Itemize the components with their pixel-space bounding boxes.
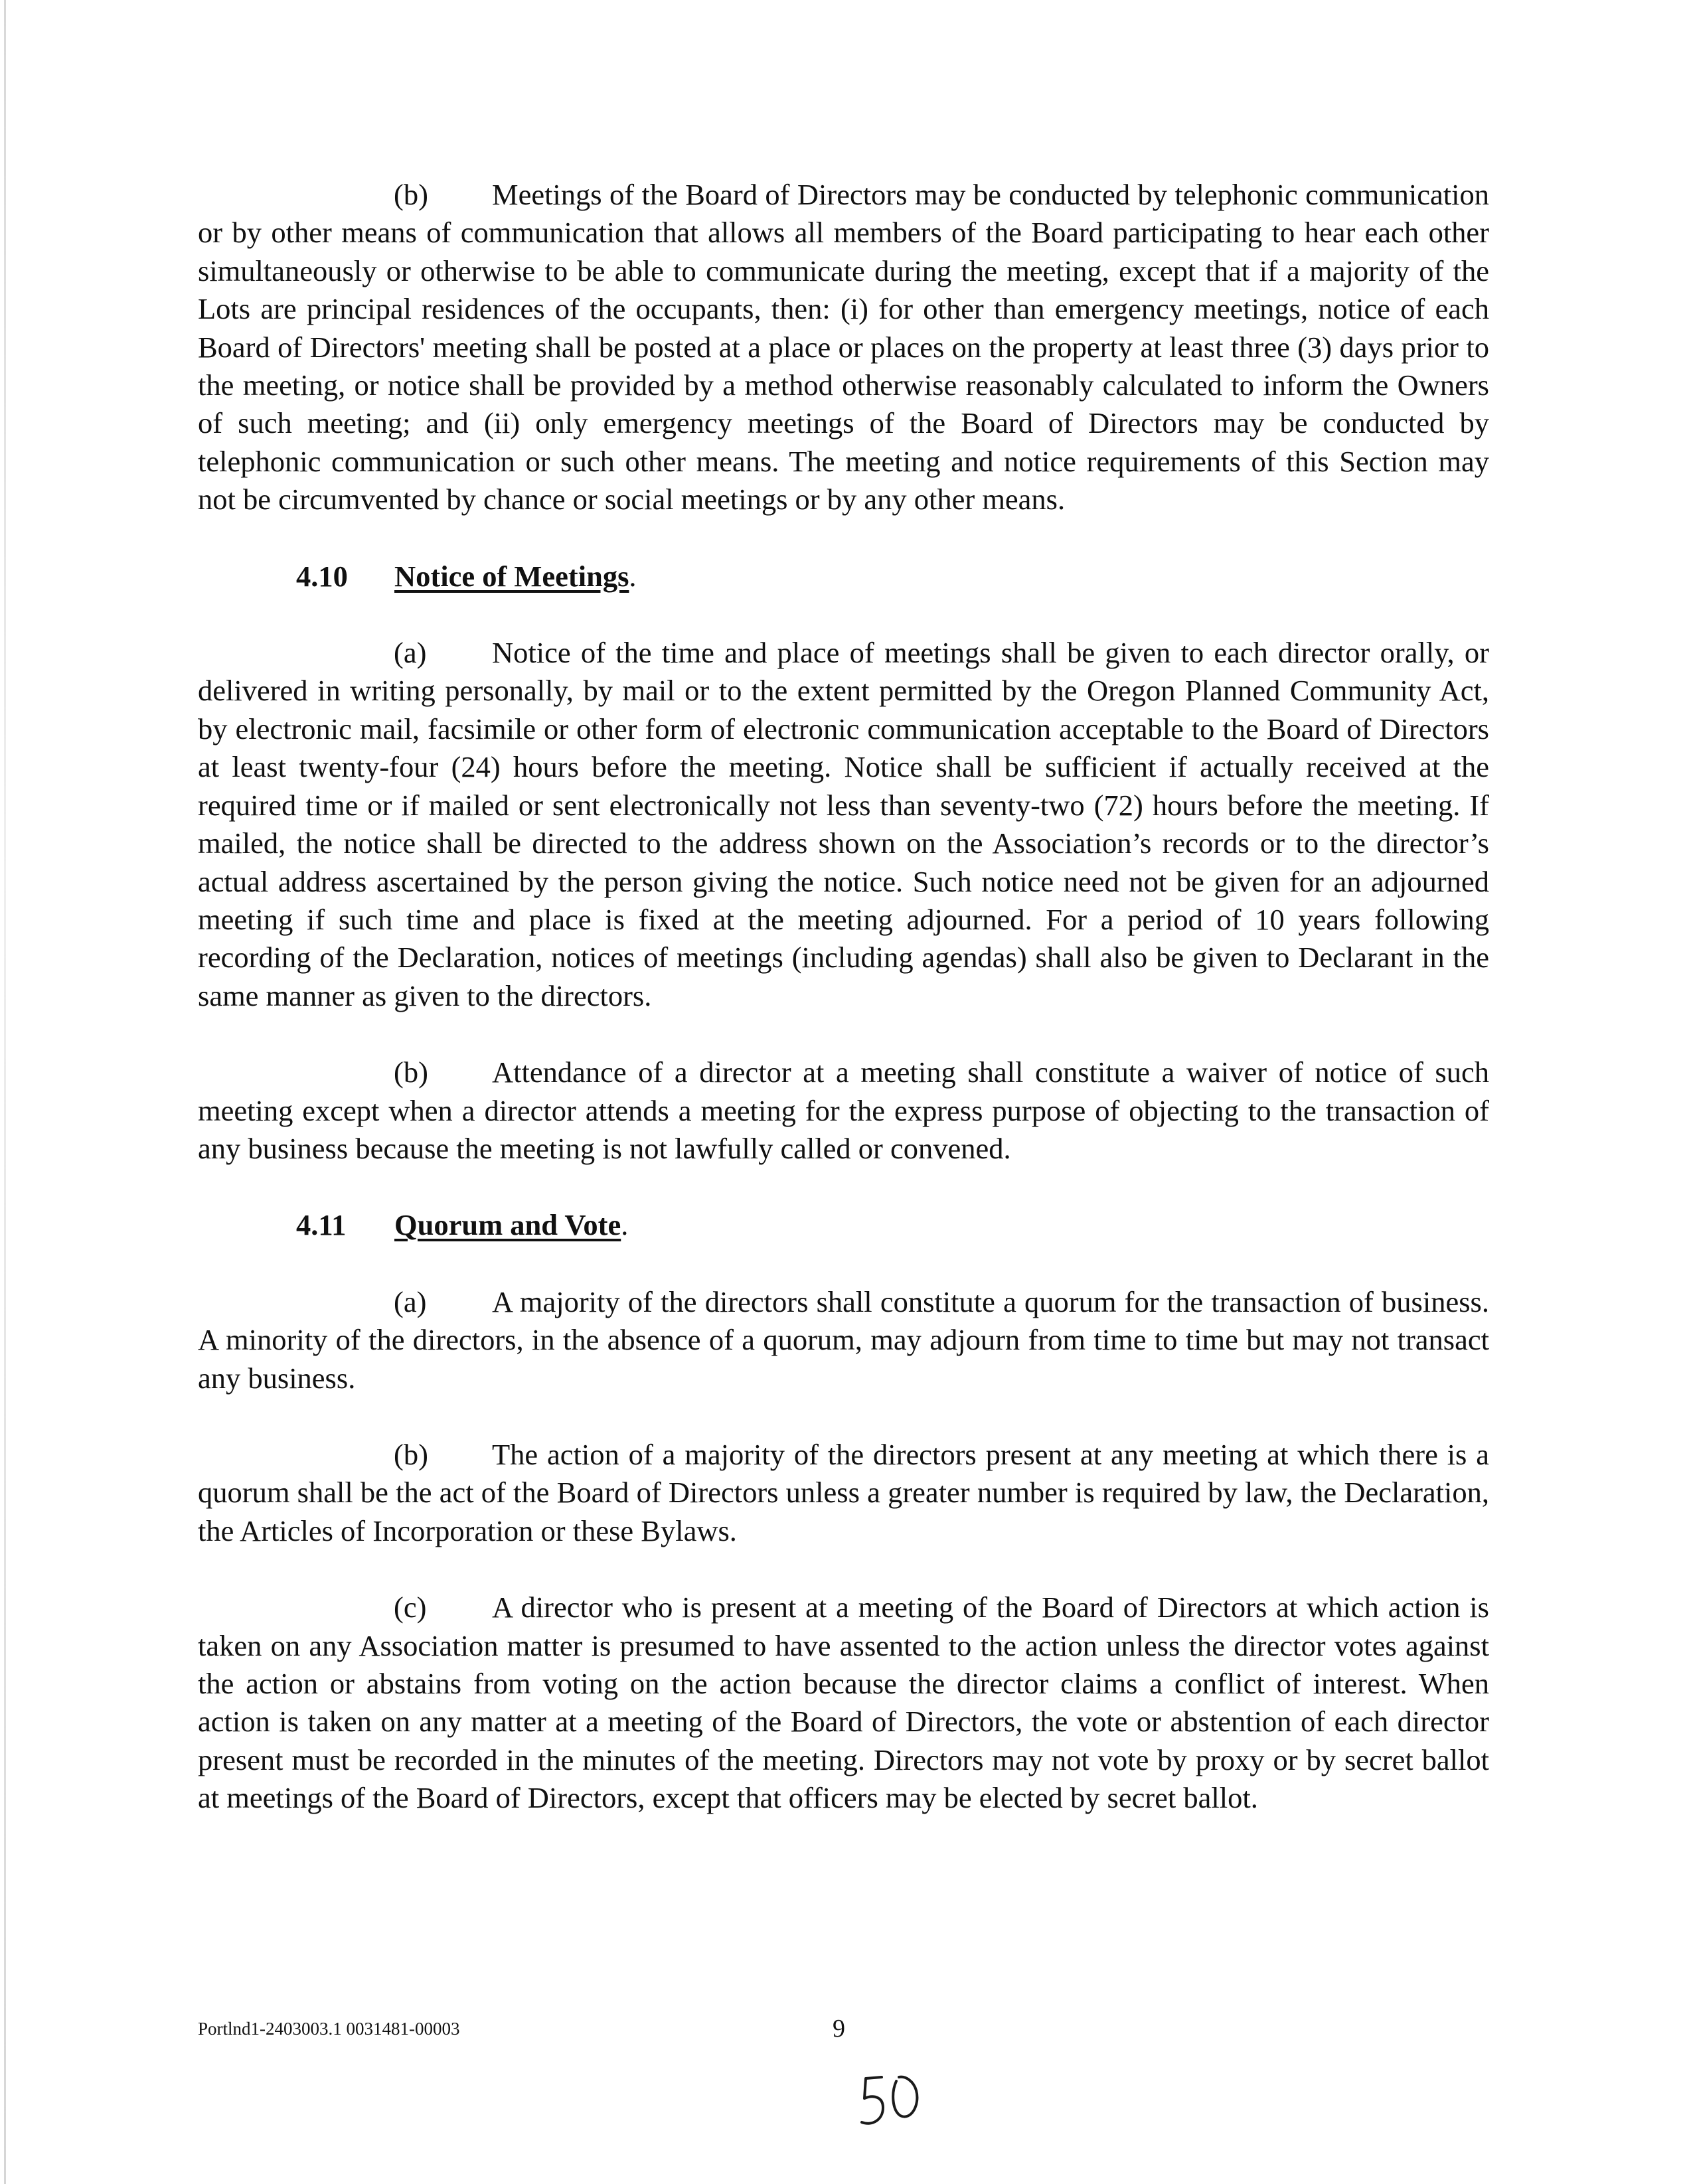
spacer bbox=[198, 595, 1489, 634]
section-heading-4-10 bbox=[198, 558, 1489, 595]
paragraph-4-9-b bbox=[198, 176, 1489, 519]
paragraph-text: A director who is present at a meeting of the Board of Directors at which action is taken on any Association matter is presumed to have assented to the action unless the director votes against the action or abstains from voting on the action because the director claims a conflict of interest. When action is taken on any matter at a meeting of the Board of Directors, the vote or abstention of each director present must be recorded in the minutes of the meeting. Directors may not vote by proxy or by secret ballot at meetings of the Board of Directors, except that officers may be elected by secret ballot. bbox=[198, 1591, 1489, 1815]
paragraph-marker: (a) bbox=[394, 636, 427, 670]
paragraph-marker: (c) bbox=[394, 1591, 427, 1624]
paragraph-marker: (b) bbox=[394, 1055, 428, 1089]
section-number: 4.10 bbox=[296, 559, 348, 593]
paragraph-text: Attendance of a director at a meeting shall constitute a waiver of notice of such meeting except when a director attends a meeting for the express purpose of objecting to the transaction of any business because the meeting is not lawfully called or convened. bbox=[198, 1055, 1489, 1165]
spacer bbox=[198, 519, 1489, 558]
page-number: 9 bbox=[833, 2015, 845, 2043]
paragraph-text: Meetings of the Board of Directors may be conducted by telephonic communication or by other means of communication that allows all members of the Board participating to hear each other simultaneously or otherwise to be able to communicate during the meeting, except that if a majority of the Lots are principal residences of the occupants, then: (i) for other than emergency meetings, notice of each Board of Directors' meeting shall be posted at a place or places on the property at least three (3) days prior to the meeting, or notice shall be provided by a method otherwise reasonably calculated to inform the Owners of such meeting; and (ii) only emergency meetings of the Board of Directors may be conducted by telephonic communication or such other means. The meeting and notice requirements of this Section may not be circumvented by chance or social meetings or by any other means. bbox=[198, 178, 1489, 516]
spacer bbox=[198, 1245, 1489, 1283]
section-title: Notice of Meetings bbox=[394, 559, 629, 593]
paragraph-text: Notice of the time and place of meetings shall be given to each director orally, or delivered in writing personally, by mail or to the extent permitted by the Oregon Planned Community Act, by electronic mail, facsimile or other form of electronic communication acceptable to the Board of Directors at least twenty-four (24) hours before the meeting. Notice shall be sufficient if actually received at the required time or if mailed or sent electronically not less than seventy-two (72) hours before the meeting. If mailed, the notice shall be directed to the address shown on the Association’s records or to the director’s actual address ascertained by the person giving the notice. Such notice need not be given for an adjourned meeting if such time and place is fixed at the meeting adjourned. For a period of 10 years following recording of the Declaration, notices of meetings (including agendas) shall also be given to Declarant in the same manner as given to the directors. bbox=[198, 636, 1489, 1012]
paragraph-4-10-a bbox=[198, 634, 1489, 1015]
section-title-period: . bbox=[629, 559, 637, 593]
spacer bbox=[198, 1550, 1489, 1589]
paragraph-4-11-b bbox=[198, 1436, 1489, 1550]
handwritten-digit-5 bbox=[862, 2077, 883, 2124]
paragraph-text: A majority of the directors shall constitute a quorum for the transaction of business. A minority of the directors, in the absence of a quorum, may adjourn from time to time but may not transact any business. bbox=[198, 1285, 1489, 1395]
footer-document-id: Portlnd1-2403003.1 0031481-00003 bbox=[198, 2019, 460, 2039]
section-title: Quorum and Vote bbox=[394, 1208, 621, 1242]
body-text bbox=[198, 176, 1489, 1818]
paragraph-4-11-c bbox=[198, 1589, 1489, 1817]
paragraph-text: The action of a majority of the directors present at any meeting at which there is a quorum shall be the act of the Board of Directors unless a greater number is required by law, the Declaration, the Articles of Incorporation or these Bylaws. bbox=[198, 1437, 1489, 1547]
section-heading-4-11 bbox=[198, 1206, 1489, 1244]
paragraph-4-10-b bbox=[198, 1053, 1489, 1168]
handwritten-digit-0 bbox=[893, 2077, 917, 2117]
paragraph-marker: (b) bbox=[394, 178, 428, 211]
scan-edge-shadow bbox=[4, 0, 6, 2184]
spacer bbox=[198, 1015, 1489, 1053]
spacer bbox=[198, 1168, 1489, 1206]
handwritten-page-number bbox=[856, 2068, 929, 2134]
paragraph-marker: (b) bbox=[394, 1437, 428, 1471]
paragraph-marker: (a) bbox=[394, 1285, 427, 1318]
spacer bbox=[198, 1397, 1489, 1436]
paragraph-4-11-a bbox=[198, 1283, 1489, 1397]
section-number: 4.11 bbox=[296, 1208, 347, 1242]
section-title-period: . bbox=[621, 1208, 629, 1242]
